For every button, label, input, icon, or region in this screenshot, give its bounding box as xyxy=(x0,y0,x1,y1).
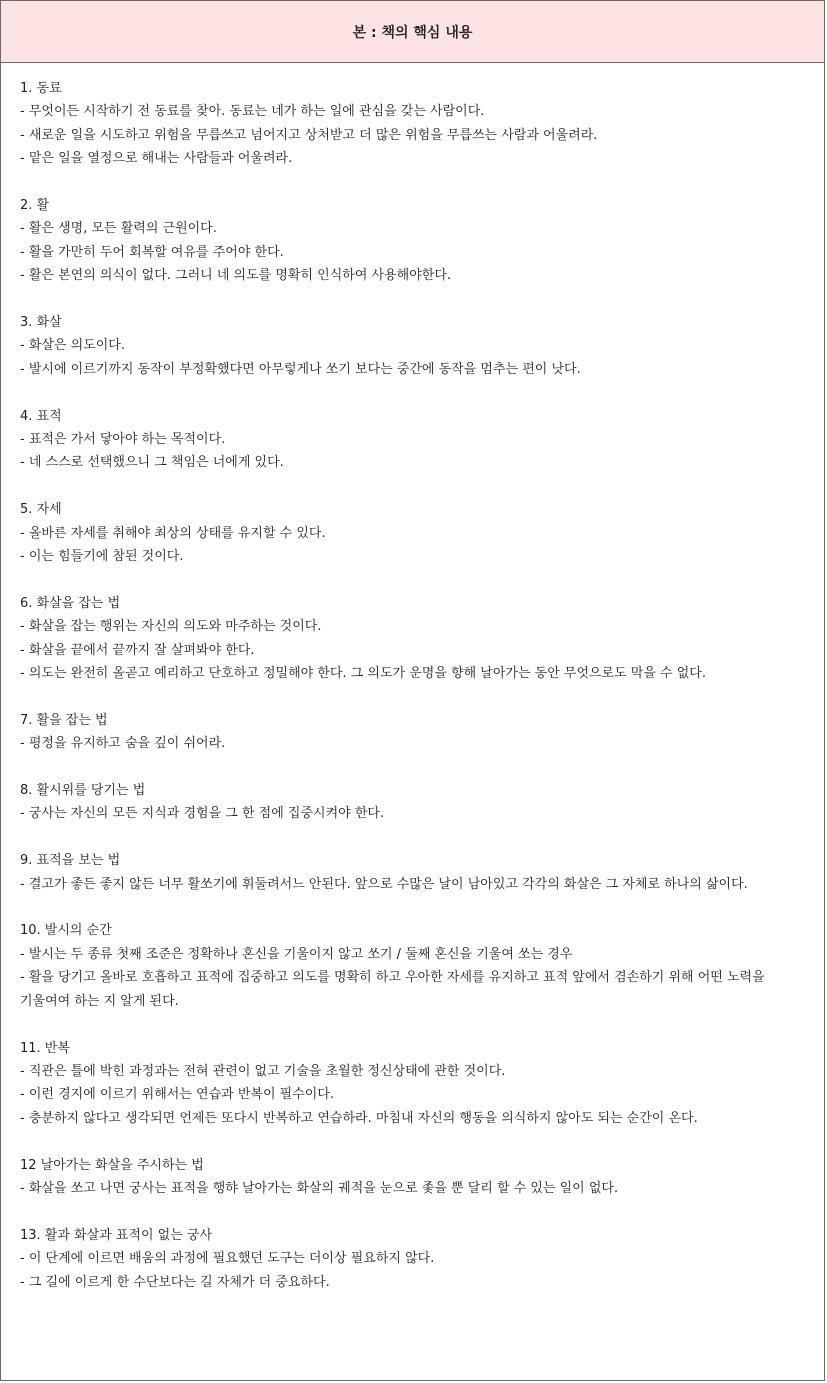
section-line: - 결고가 좋든 좋지 않든 너무 활쏘기에 휘둘려서느 안된다. 앞으로 수많은 날이 남아있고 각각의 화살은 그 자체로 하나의 삶이다. xyxy=(20,876,748,892)
section-line: - 발시는 두 종류 첫째 조준은 정확하나 혼신을 기울이지 않고 쏘기 / 둘째 혼신을 기울여 쏘는 경우 xyxy=(20,946,573,962)
section-line: - 올바른 자세를 취해야 최상의 상태를 유지할 수 있다. xyxy=(20,525,326,541)
section xyxy=(20,849,808,896)
section-line: - 활은 본연의 의식이 없다. 그러니 네 의도를 명확히 인식하여 사용해야한다. xyxy=(20,268,452,284)
section-line: - 화살을 쏘고 나면 궁사는 표적을 행햐 날아가는 화살의 궤적을 눈으로 좇을 뿐 달리 할 수 있는 일이 없다. xyxy=(20,1180,619,1196)
section-line: - 이 단계에 이르면 배움의 과정에 필요했던 도구는 더이상 필요하지 않다. xyxy=(20,1251,435,1267)
section-line: - 화살을 끝에서 끝까지 잘 살펴봐야 한다. xyxy=(20,642,255,658)
section xyxy=(20,779,808,826)
section-title: 11. 반복 xyxy=(20,1040,70,1056)
section xyxy=(20,1224,808,1294)
section-title: 13. 활과 화살과 표적이 없는 궁사 xyxy=(20,1227,213,1243)
section xyxy=(20,77,808,171)
section-line: - 이런 경지에 이르기 위해서는 연습과 반복이 필수이다. xyxy=(20,1087,335,1103)
section-line: - 맡은 일을 열정으로 해내는 사람들과 어울려라. xyxy=(20,151,293,167)
section-title: 8. 활시위를 당기는 법 xyxy=(20,783,146,799)
section-line: - 그 길에 이르게 한 수단보다는 길 자체가 더 중요하다. xyxy=(20,1274,330,1290)
section-line: - 발시에 이르기까지 동작이 부정확했다면 아무렇게나 쏘기 보다는 중간에 동작을 멈추는 편이 낫다. xyxy=(20,361,581,377)
section-line: - 충분하지 않다고 생각되면 언제든 또다시 반복하고 연습하라. 마침내 자신의 행동을 의식하지 않아도 되는 순간이 온다. xyxy=(20,1110,698,1126)
content-area xyxy=(1,63,824,1294)
section-line: - 무엇이든 시작하기 전 동료를 찾아. 동료는 네가 하는 일에 관심을 갖는 사람이다. xyxy=(20,104,485,120)
section-line: - 활을 당기고 올바로 호흡하고 표적에 집중하고 의도를 명확히 하고 우아한 자세를 유지하고 표적 앞에서 겸손하기 위해 어떤 노력을 기울여여 하는 지 알게 된다. xyxy=(20,970,765,1009)
section-line: - 표적은 가서 닿아야 하는 목적이다. xyxy=(20,432,226,448)
section-title: 12 날아가는 화살을 주시하는 법 xyxy=(20,1157,204,1173)
section-title: 5. 자세 xyxy=(20,502,62,518)
section xyxy=(20,498,808,568)
section-title: 7. 활을 잡는 법 xyxy=(20,712,108,728)
section xyxy=(20,405,808,475)
section xyxy=(20,1154,808,1201)
section-line: - 이는 힘들기에 참된 것이다. xyxy=(20,549,184,565)
page-title: 본 : 책의 핵심 내용 xyxy=(352,24,473,41)
section-line: - 활은 생명, 모든 활력의 근원이다. xyxy=(20,221,217,237)
section-line: - 화살은 의도이다. xyxy=(20,338,125,354)
section-title: 1. 동료 xyxy=(20,81,62,96)
header-bar xyxy=(1,1,824,63)
section-line: - 새로운 일을 시도하고 위험을 무릅쓰고 넘어지고 상처받고 더 많은 위험을 무릅쓰는 사람과 어울려라. xyxy=(20,127,598,143)
section xyxy=(20,592,808,686)
section-title: 4. 표적 xyxy=(20,408,62,424)
section-title: 6. 화살을 잡는 법 xyxy=(20,595,121,611)
section-title: 10. 발시의 순간 xyxy=(20,923,112,939)
section xyxy=(20,919,808,1013)
section-title: 3. 화살 xyxy=(20,315,62,331)
section-line: - 평정을 유지하고 숨을 깊이 쉬어라. xyxy=(20,736,226,752)
section-line: - 화살을 잡는 행위는 자신의 의도와 마주하는 것이다. xyxy=(20,619,322,635)
section-line: - 직관은 틀에 박힌 과정과는 전혀 관련이 없고 기술을 초월한 정신상태에 관한 것이다. xyxy=(20,1063,506,1079)
section xyxy=(20,1037,808,1131)
section-line: - 궁사는 자신의 모든 지식과 경험을 그 한 점에 집중시켜야 한다. xyxy=(20,806,385,822)
section-line: - 의도는 완전히 올곧고 예리하고 단호하고 정밀해야 한다. 그 의도가 운명을 향해 날아가는 동안 무엇으로도 막을 수 없다. xyxy=(20,666,706,682)
section-title: 9. 표적을 보는 법 xyxy=(20,853,121,869)
section xyxy=(20,709,808,756)
section-line: - 활을 가만히 두어 회복할 여유를 주어야 한다. xyxy=(20,244,284,260)
section-line: - 네 스스로 선택했으니 그 책임은 너에게 있다. xyxy=(20,455,284,471)
section xyxy=(20,194,808,288)
section-title: 2. 활 xyxy=(20,198,50,214)
section xyxy=(20,311,808,381)
